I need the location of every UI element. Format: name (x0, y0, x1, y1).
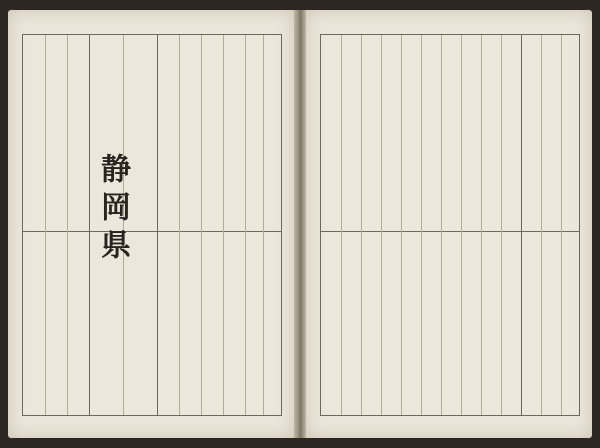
right-page (306, 10, 592, 438)
left-middle-rule (23, 231, 281, 232)
left-page-frame (22, 34, 282, 416)
prefecture-heading: 静岡県 (95, 153, 130, 267)
book-gutter (294, 10, 306, 438)
left-page (8, 10, 294, 438)
right-page-frame (320, 34, 580, 416)
